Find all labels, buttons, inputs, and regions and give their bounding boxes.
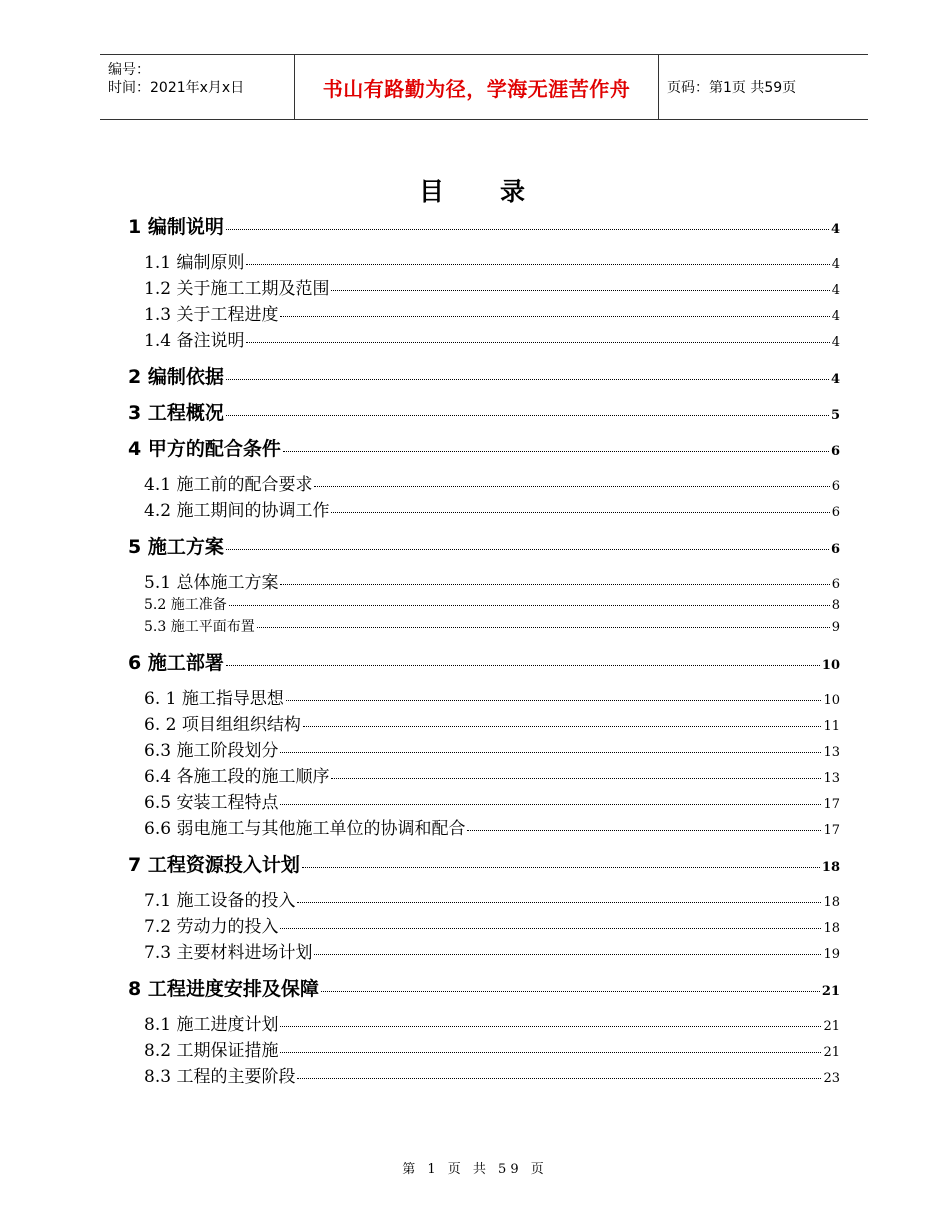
table-of-contents <box>128 208 840 1088</box>
page-header <box>100 54 868 120</box>
toc-entry-page-number: 6 <box>831 479 840 494</box>
toc-entry-label: 7.2 劳动力的投入 <box>144 917 279 937</box>
toc-entry-page-number: 13 <box>823 771 840 786</box>
toc-entry-page-number: 4 <box>830 222 840 237</box>
toc-dot-leader <box>321 991 820 992</box>
toc-entry-label: 5.1 总体施工方案 <box>144 573 279 593</box>
toc-section-entry[interactable] <box>128 710 840 736</box>
toc-entry-page-number: 4 <box>831 335 840 350</box>
toc-entry-page-number: 5 <box>830 408 840 423</box>
toc-entry-label: 2 编制依据 <box>128 366 224 388</box>
toc-dot-leader <box>280 804 821 805</box>
toc-entry-label: 6.6 弱电施工与其他施工单位的协调和配合 <box>144 819 466 839</box>
toc-section-entry[interactable] <box>128 736 840 762</box>
toc-entry-page-number: 6 <box>831 577 840 592</box>
toc-dot-leader <box>283 451 829 452</box>
toc-section-entry[interactable] <box>128 248 840 274</box>
toc-entry-page-number: 18 <box>821 860 840 875</box>
toc-entry-label: 1.3 关于工程进度 <box>144 305 279 325</box>
toc-dot-leader <box>331 512 829 513</box>
toc-entry-label: 6.5 安装工程特点 <box>144 793 279 813</box>
toc-dot-leader <box>226 229 829 230</box>
toc-section-entry[interactable] <box>128 938 840 964</box>
toc-entry-label: 8.1 施工进度计划 <box>144 1015 279 1035</box>
toc-dot-leader <box>257 627 830 628</box>
toc-dot-leader <box>297 902 821 903</box>
toc-title <box>0 172 950 208</box>
toc-entry-page-number: 10 <box>823 693 840 708</box>
toc-entry-label: 1 编制说明 <box>128 216 224 238</box>
toc-entry-label: 4.1 施工前的配合要求 <box>144 475 313 495</box>
toc-entry-page-number: 17 <box>823 797 840 812</box>
toc-entry-label: 1.4 备注说明 <box>144 331 245 351</box>
header-motto: 书山有路勤为径，学海无涯苦作舟 <box>295 55 659 119</box>
toc-chapter-entry[interactable] <box>128 974 840 1000</box>
toc-dot-leader <box>280 1052 821 1053</box>
toc-dot-leader <box>467 830 821 831</box>
toc-entry-page-number: 6 <box>830 444 840 459</box>
toc-entry-page-number: 4 <box>830 372 840 387</box>
toc-entry-page-number: 9 <box>831 620 840 635</box>
toc-dot-leader <box>303 726 822 727</box>
toc-entry-label: 8.2 工期保证措施 <box>144 1041 279 1061</box>
toc-entry-page-number: 4 <box>831 309 840 324</box>
toc-entry-page-number: 21 <box>821 984 840 999</box>
toc-entry-page-number: 23 <box>823 1071 840 1086</box>
header-time-label: 时间：2021年x月x日 <box>108 80 245 96</box>
toc-entry-page-number: 17 <box>823 823 840 838</box>
toc-entry-label: 6. 1 施工指导思想 <box>144 689 284 709</box>
toc-entry-label: 7 工程资源投入计划 <box>128 854 300 876</box>
toc-entry-label: 5.2 施工准备 <box>144 597 227 613</box>
toc-section-entry[interactable] <box>128 814 840 840</box>
toc-entry-label: 6 施工部署 <box>128 652 224 674</box>
toc-entry-page-number: 4 <box>831 257 840 272</box>
toc-chapter-entry[interactable] <box>128 398 840 424</box>
toc-entry-page-number: 6 <box>831 505 840 520</box>
toc-section-entry[interactable] <box>128 762 840 788</box>
toc-section-entry[interactable] <box>128 616 840 638</box>
toc-section-entry[interactable] <box>128 496 840 522</box>
toc-section-entry[interactable] <box>128 300 840 326</box>
toc-entry-page-number: 6 <box>830 542 840 557</box>
toc-section-entry[interactable] <box>128 684 840 710</box>
toc-section-entry[interactable] <box>128 886 840 912</box>
toc-section-entry[interactable] <box>128 470 840 496</box>
toc-chapter-entry[interactable] <box>128 648 840 674</box>
toc-dot-leader <box>280 584 829 585</box>
header-meta <box>100 55 295 119</box>
toc-entry-label: 8 工程进度安排及保障 <box>128 978 319 1000</box>
toc-dot-leader <box>297 1078 821 1079</box>
toc-entry-page-number: 11 <box>823 719 840 734</box>
toc-dot-leader <box>226 549 829 550</box>
toc-section-entry[interactable] <box>128 912 840 938</box>
toc-entry-label: 6. 2 项目组组织结构 <box>144 715 301 735</box>
toc-title-part1: 目 <box>418 177 450 206</box>
toc-dot-leader <box>286 700 822 701</box>
toc-section-entry[interactable] <box>128 1062 840 1088</box>
toc-section-entry[interactable] <box>128 1010 840 1036</box>
toc-dot-leader <box>314 954 821 955</box>
toc-entry-label: 3 工程概况 <box>128 402 224 424</box>
header-page-info: 页码：第1页 共59页 <box>667 80 797 96</box>
toc-chapter-entry[interactable] <box>128 850 840 876</box>
toc-dot-leader <box>229 605 830 606</box>
toc-entry-label: 7.1 施工设备的投入 <box>144 891 296 911</box>
toc-entry-page-number: 19 <box>823 947 840 962</box>
toc-dot-leader <box>280 316 829 317</box>
toc-entry-label: 4 甲方的配合条件 <box>128 438 281 460</box>
toc-dot-leader <box>280 1026 821 1027</box>
toc-entry-label: 4.2 施工期间的协调工作 <box>144 501 330 521</box>
toc-dot-leader <box>226 415 829 416</box>
toc-entry-label: 1.2 关于施工工期及范围 <box>144 279 330 299</box>
toc-entry-page-number: 13 <box>823 745 840 760</box>
toc-entry-label: 8.3 工程的主要阶段 <box>144 1067 296 1087</box>
toc-entry-page-number: 18 <box>823 895 840 910</box>
page-footer: 第 1 页 共 59 页 <box>402 1162 548 1177</box>
toc-entry-label: 6.4 各施工段的施工顺序 <box>144 767 330 787</box>
toc-dot-leader <box>331 778 821 779</box>
toc-entry-page-number: 10 <box>821 658 840 673</box>
toc-title-part2: 录 <box>500 177 532 206</box>
toc-chapter-entry[interactable] <box>128 212 840 238</box>
toc-entry-label: 6.3 施工阶段划分 <box>144 741 279 761</box>
toc-section-entry[interactable] <box>128 326 840 352</box>
toc-section-entry[interactable] <box>128 568 840 594</box>
toc-entry-label: 5.3 施工平面布置 <box>144 619 255 635</box>
toc-entry-label: 5 施工方案 <box>128 536 224 558</box>
toc-entry-page-number: 4 <box>831 283 840 298</box>
toc-entry-label: 7.3 主要材料进场计划 <box>144 943 313 963</box>
toc-entry-label: 1.1 编制原则 <box>144 253 245 273</box>
toc-dot-leader <box>302 867 820 868</box>
toc-dot-leader <box>226 665 820 666</box>
toc-section-entry[interactable] <box>128 788 840 814</box>
toc-chapter-entry[interactable] <box>128 434 840 460</box>
toc-section-entry[interactable] <box>128 274 840 300</box>
toc-entry-page-number: 8 <box>831 598 840 613</box>
toc-entry-page-number: 21 <box>823 1045 840 1060</box>
toc-entry-page-number: 21 <box>823 1019 840 1034</box>
toc-dot-leader <box>280 752 821 753</box>
toc-dot-leader <box>280 928 821 929</box>
toc-dot-leader <box>331 290 829 291</box>
toc-section-entry[interactable] <box>128 1036 840 1062</box>
toc-dot-leader <box>246 264 829 265</box>
toc-chapter-entry[interactable] <box>128 532 840 558</box>
toc-entry-page-number: 18 <box>823 921 840 936</box>
toc-section-entry[interactable] <box>128 594 840 616</box>
header-number-label: 编号： <box>108 62 150 78</box>
toc-dot-leader <box>226 379 829 380</box>
toc-dot-leader <box>246 342 829 343</box>
toc-chapter-entry[interactable] <box>128 362 840 388</box>
toc-dot-leader <box>314 486 829 487</box>
